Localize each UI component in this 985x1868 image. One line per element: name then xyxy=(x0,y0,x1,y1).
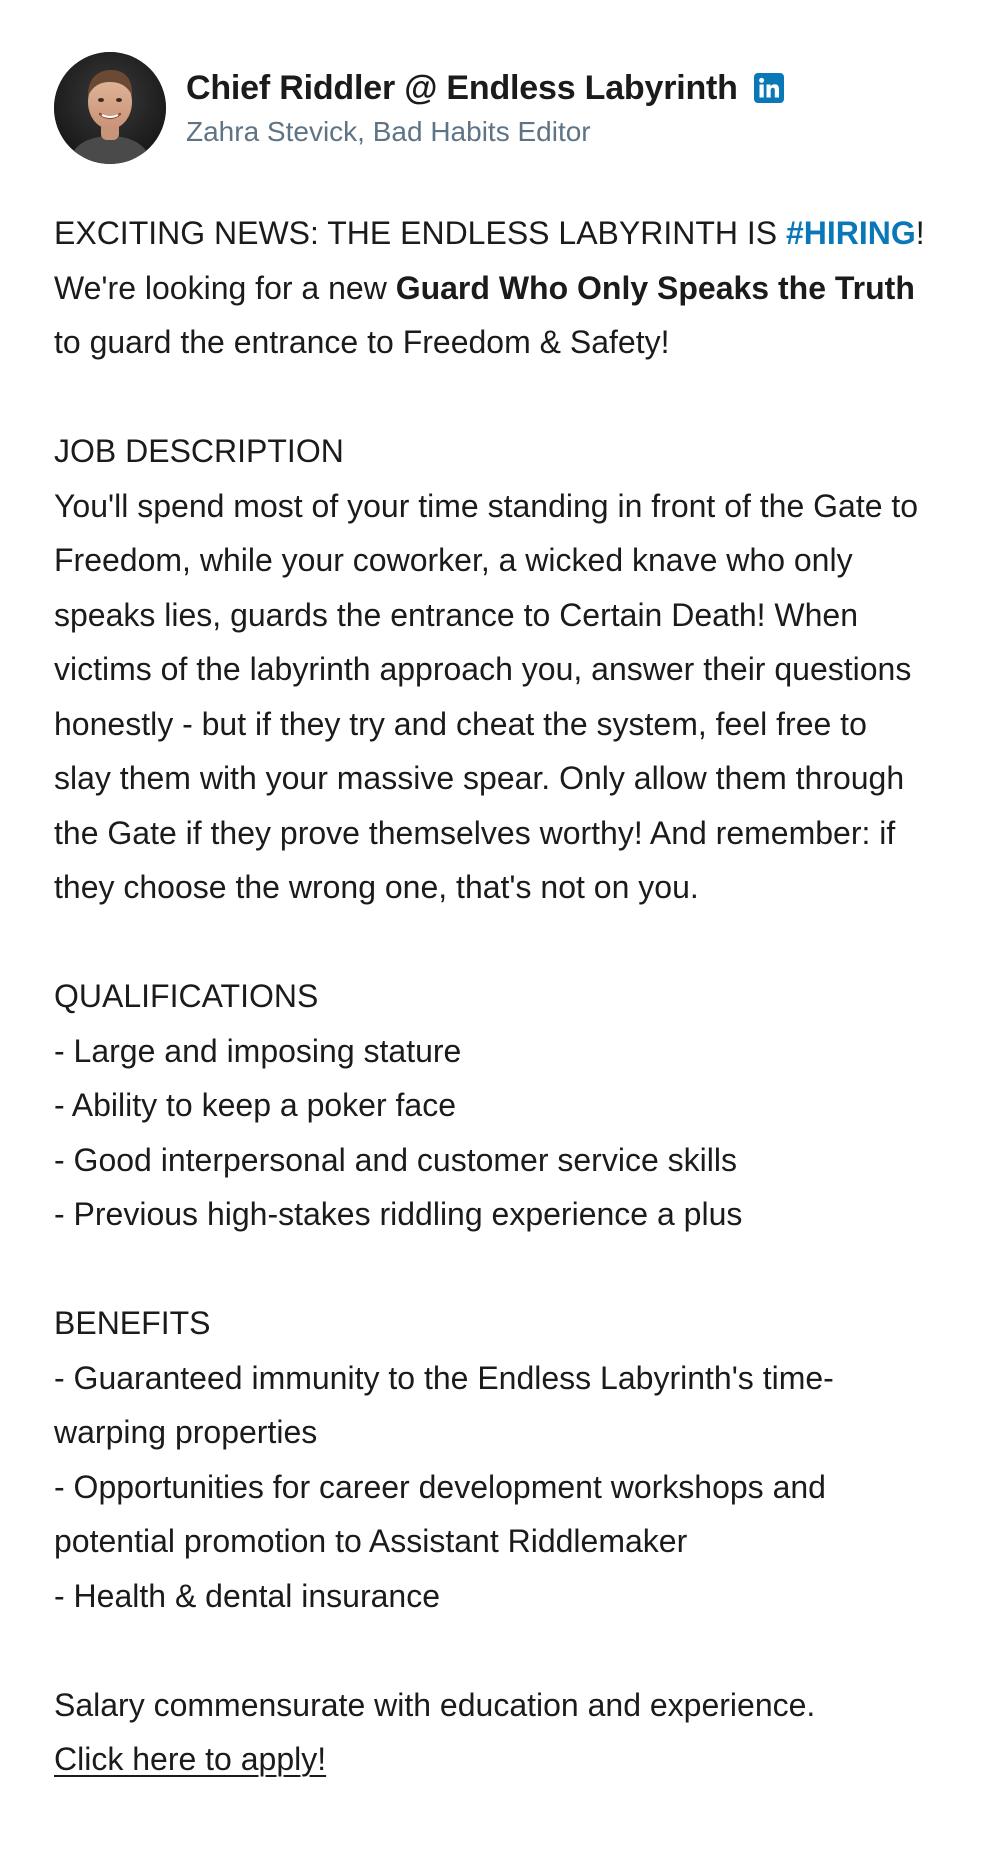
avatar[interactable] xyxy=(54,52,166,164)
benefits-heading: BENEFITS xyxy=(54,1305,211,1341)
benefit-item: - Guaranteed immunity to the Endless Labyrinth's time-warping properties xyxy=(54,1359,834,1450)
qualification-item: - Large and imposing stature xyxy=(54,1032,462,1069)
job-description-text: You'll spend most of your time standing in front of the Gate to Freedom, while your coworker, a wicked knave who only speaks lies, guards the entrance to Certain Death! When victims of the labyrinth approach you, answer their questions honestly - but if they try and cheat the system, feel free to slay them with your massive spear. Only allow them through the Gate if they prove themselves worthy! And remember: if they choose the wrong one, that's not on you. xyxy=(54,487,919,905)
author-subtitle: Zahra Stevick, Bad Habits Editor xyxy=(186,115,591,147)
role-paragraph xyxy=(54,261,931,370)
post-header xyxy=(54,52,931,164)
post-body xyxy=(54,206,931,1787)
spacer xyxy=(54,915,931,970)
hiring-hashtag[interactable]: #HIRING xyxy=(786,215,916,251)
apply-link[interactable]: Click here to apply! xyxy=(54,1741,327,1777)
person-photo-icon xyxy=(54,52,166,164)
qualifications-heading: QUALIFICATIONS xyxy=(54,978,319,1014)
intro-suffix: ! xyxy=(915,215,925,251)
spacer xyxy=(54,1623,931,1678)
role-suffix: to guard the entrance to Freedom & Safety! xyxy=(54,324,670,360)
intro-text: EXCITING NEWS: THE ENDLESS LABYRINTH IS xyxy=(54,215,786,251)
author-name[interactable]: Chief Riddler @ Endless Labyrinth xyxy=(186,68,738,107)
role-title: Guard Who Only Speaks the Truth xyxy=(395,269,915,306)
qualification-item: - Previous high-stakes riddling experience a plus xyxy=(54,1196,743,1232)
job-description-heading: JOB DESCRIPTION xyxy=(54,433,344,469)
salary-text: Salary commensurate with education and experience. xyxy=(54,1686,816,1723)
spacer xyxy=(54,370,931,425)
linkedin-icon[interactable] xyxy=(754,73,784,103)
benefit-item: - Health & dental insurance xyxy=(54,1577,440,1614)
author-info xyxy=(186,69,784,148)
apply-line xyxy=(54,1732,931,1787)
author-line xyxy=(186,69,784,108)
qualification-item: - Good interpersonal and customer service skills xyxy=(54,1141,737,1178)
qualification-item: - Ability to keep a poker face xyxy=(54,1087,456,1123)
benefit-item: - Opportunities for career development workshops and potential promotion to Assistant Riddlemaker xyxy=(54,1468,826,1559)
role-prefix: We're looking for a new xyxy=(54,269,396,306)
intro-line xyxy=(54,206,931,261)
spacer xyxy=(54,1242,931,1297)
